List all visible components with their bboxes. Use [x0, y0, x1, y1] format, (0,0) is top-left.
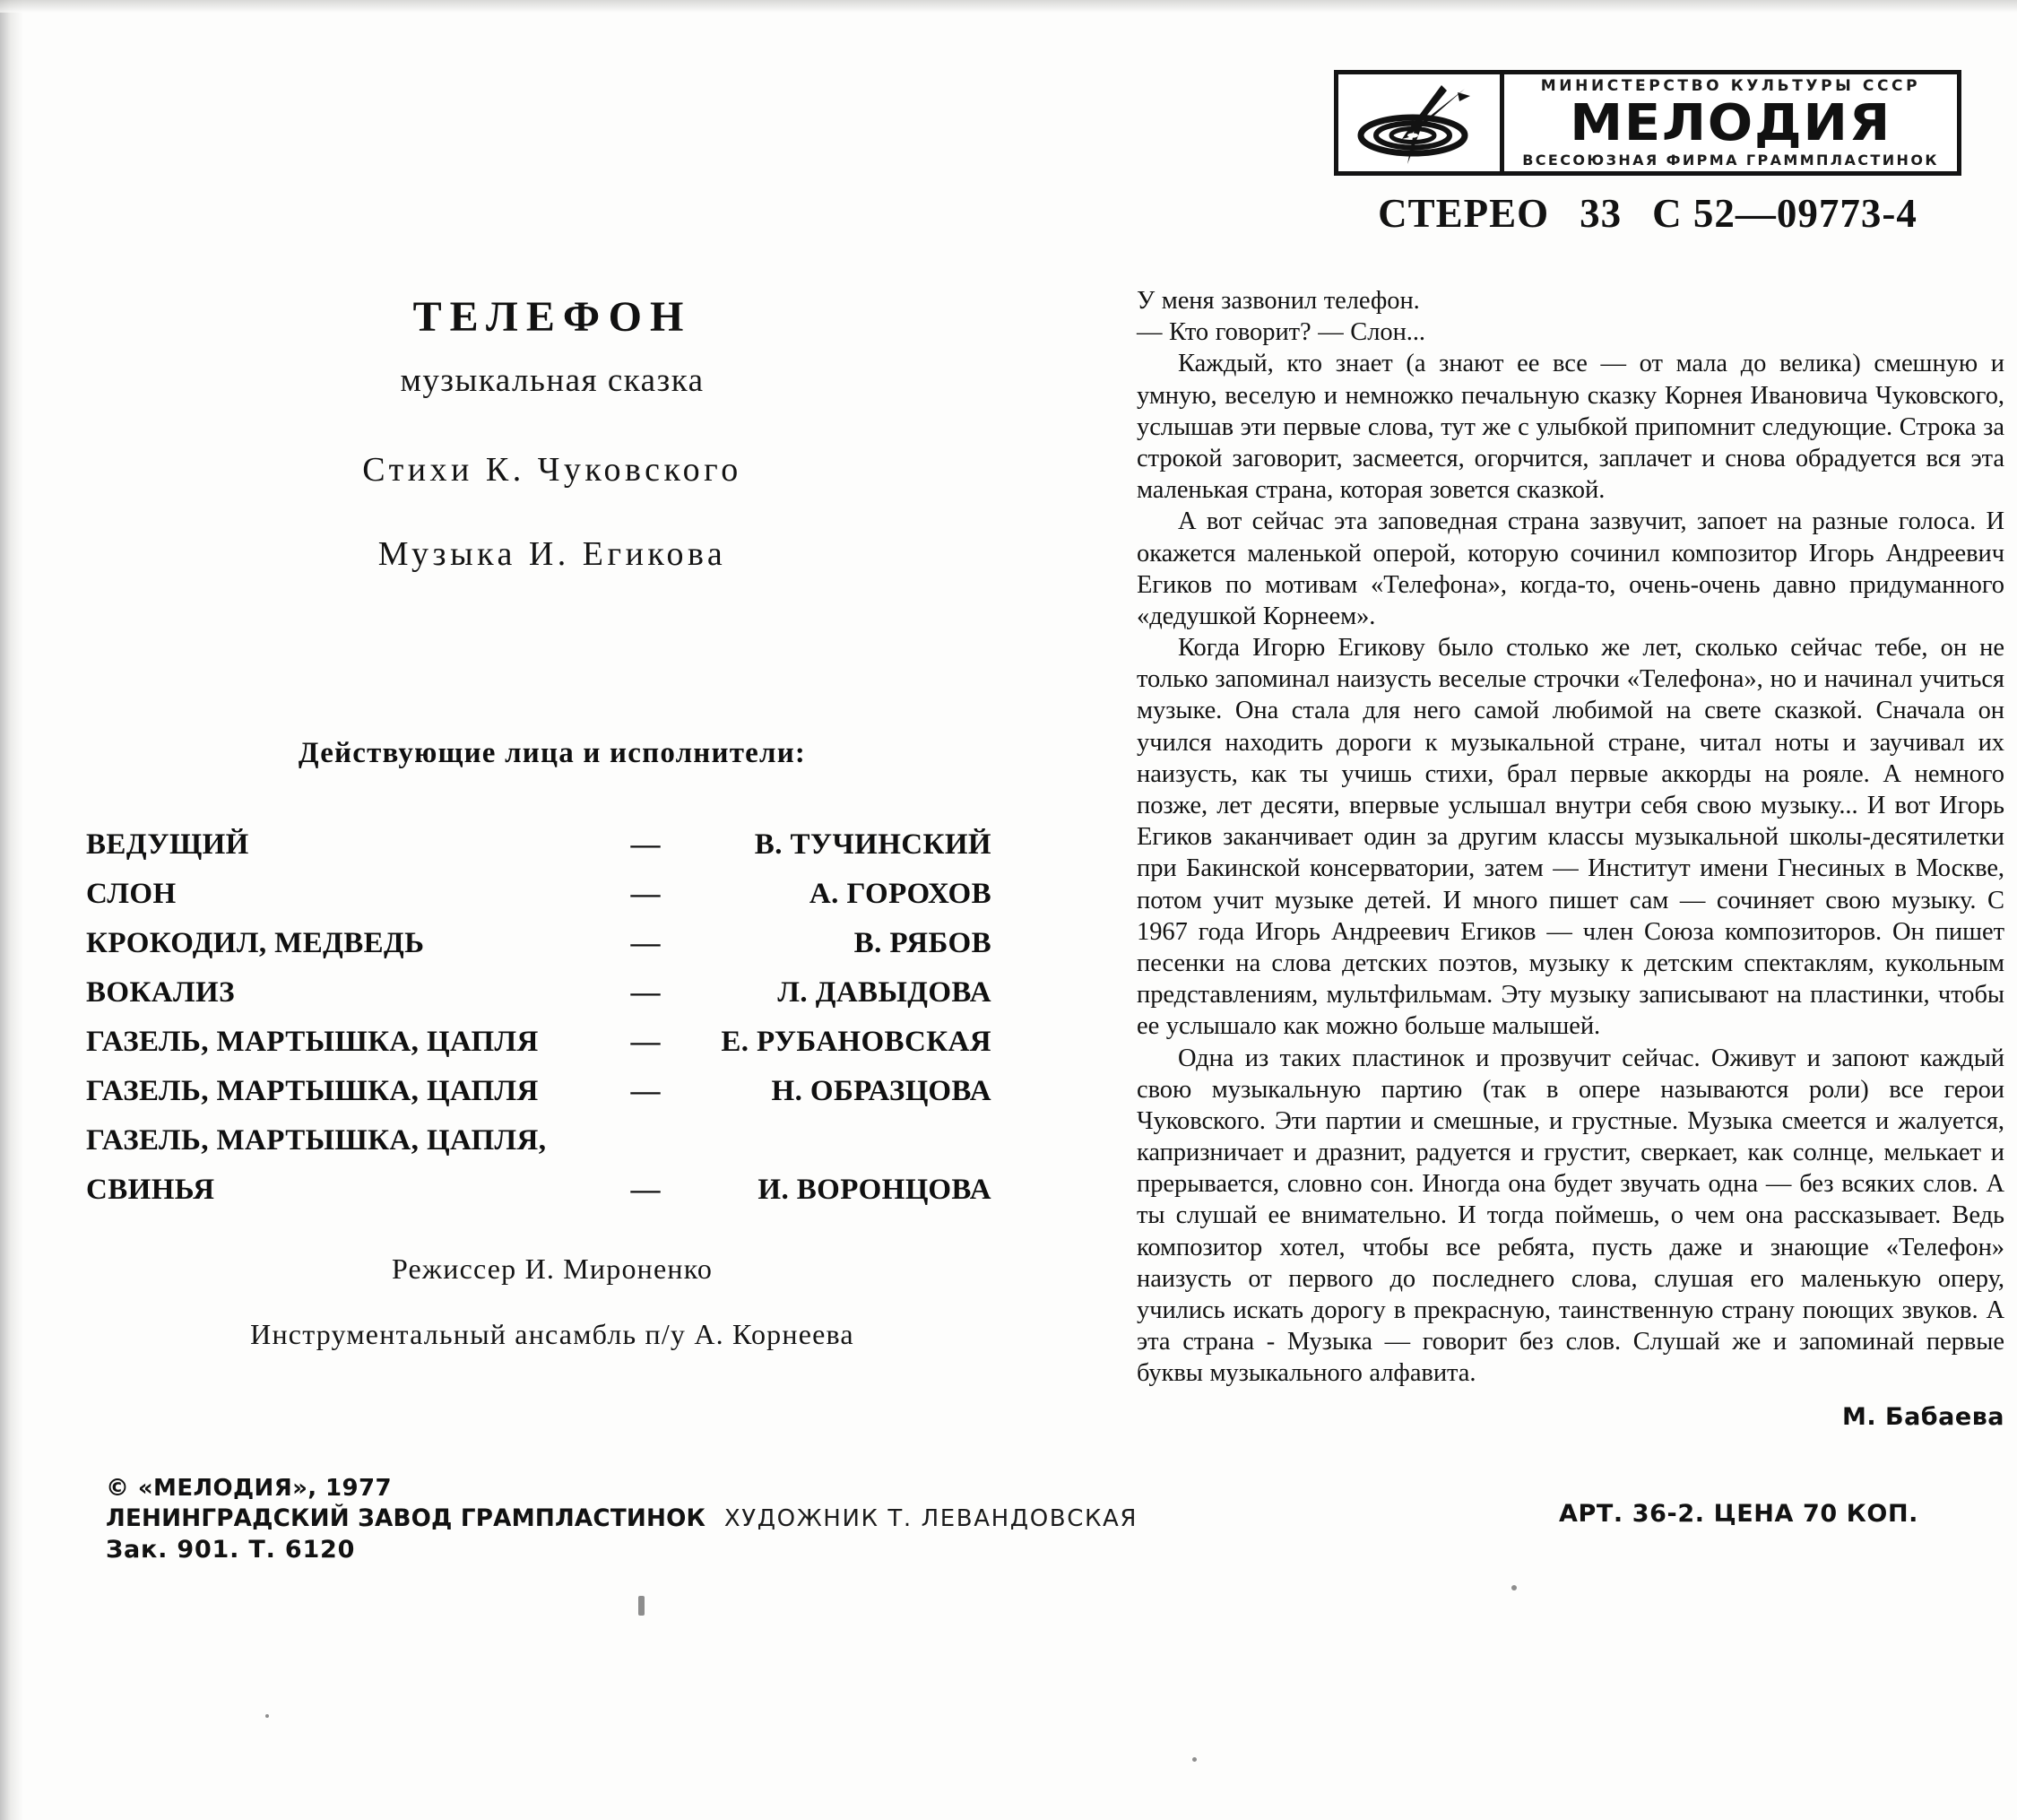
ministry-label: МИНИСТЕРСТВО КУЛЬТУРЫ СССР	[1540, 77, 1921, 95]
poems-credit: Стихи К. Чуковского	[362, 451, 742, 489]
logo-emblem-cell	[1338, 74, 1504, 171]
cast-role: ВЕДУЩИЙ	[86, 828, 249, 861]
cast-dash: —	[630, 828, 661, 861]
plant-name: ЛЕНИНГРАДСКИЙ ЗАВОД ГРАМПЛАСТИНОК	[106, 1504, 706, 1532]
footer-left	[106, 1475, 1271, 1564]
cast-dash: —	[630, 976, 661, 1009]
cast-role: СВИНЬЯ	[86, 1174, 215, 1206]
scan-edge-shadow	[0, 0, 23, 1820]
notes-paragraph: Когда Игорю Егикову было столько же лет, сколько сейчас тебе, он не только запоминал наизусть веселые строчки «Телефона», но и начинал учиться музыке. Она стала для него самой любимой на свете сказкой. Сначала он учился находить дороги к музыкальной стране, читал ноты и заучивал их наизусть, как ты учишь стихи, брал первые аккорды на рояле. А немного позже, лет десяти, впервые услышал внутри себя свою музыку... И вот Игорь Егиков заканчивает один за другим классы музыкальной школы-десятилетки при Бакинской консерватории, затем — Институт имени Гнесиных в Москве, потом учит музыке детей. И много пишет сам — сочиняет свою музыку. С 1967 года Игорь Андреевич Егиков — член Союза композиторов. Он пишет песенки на слова детских поэтов, музыку к детским спектаклям, кукольным представлениям, мультфильмам. Эту музыку записывают на пластинки, чтобы ее услышало как можно больше малышей.	[1137, 634, 2004, 1041]
cover-artist: ХУДОЖНИК Т. ЛЕВАНДОВСКАЯ	[723, 1505, 1138, 1532]
table-row	[86, 919, 991, 968]
cast-dash: —	[630, 1174, 661, 1206]
cast-role: ВОКАЛИЗ	[86, 976, 235, 1009]
firm-label: ВСЕСОЮЗНАЯ ФИРМА ГРАММПЛАСТИНОК	[1522, 151, 1939, 169]
notes-paragraph: У меня зазвонил телефон.	[1137, 287, 1420, 315]
cast-heading: Действующие лица и исполнители:	[298, 737, 807, 769]
format-label: СТЕРЕО	[1378, 191, 1550, 236]
table-row	[86, 968, 991, 1018]
catalog-line	[1334, 190, 1961, 237]
table-row	[86, 1166, 991, 1215]
logo-text-cell	[1504, 74, 1957, 171]
melodiya-stylus-record-icon	[1352, 82, 1486, 164]
author-byline: М. Бабаева	[1841, 1402, 2004, 1431]
notes-paragraph: — Кто говорит? — Слон...	[1137, 318, 1426, 347]
cast-role: СЛОН	[86, 878, 177, 910]
director-credit: Режиссер И. Мироненко	[391, 1252, 714, 1285]
cast-performer: А. ГОРОХОВ	[809, 878, 991, 910]
cast-dash	[604, 1116, 687, 1166]
table-row	[86, 1116, 991, 1166]
left-column	[86, 269, 1018, 1351]
cast-performer	[687, 1116, 991, 1166]
scan-speck	[1511, 1585, 1517, 1590]
plant-artist-row	[106, 1504, 1271, 1532]
notes-paragraph: А вот сейчас эта заповедная страна зазвучит, запоет на разные голоса. И окажется маленькой оперой, которую сочинил композитор Игорь Андреевич Егиков по мотивам «Телефона», когда-то, очень-очень давно придуманного «дедушкой Корнеем».	[1137, 507, 2004, 630]
cast-performer: Н. ОБРАЗЦОВА	[771, 1075, 991, 1107]
notes-paragraph: Одна из таких пластинок и прозвучит сейчас. Оживут и запоют каждый свою музыкальную партию (так в опере называются роли) все герои Чуковского. Эти партии и смешные, и грустные. Музыка смеется и жалуется, капризничает и дразнит, радуется и грустит, сверкает, как солнце, мелькает и прерывается, словно сон. Иногда она будет звучать одна — без всяких слов. А ты слушай ее внимательно. И тогда поймешь, о чем она рассказывает. Ведь композитор хотел, чтобы все ребята, пусть даже и знающие «Телефон» наизусть от первого до последнего слова, слушая его маленькую оперу, учились искать дорогу в прекрасную, таинственную страну поющих звуков. А эта страна - Музыка — говорит без слов. Слушай же и запоминай первые буквы музыкального алфавита.	[1137, 1044, 2004, 1388]
cast-role: КРОКОДИЛ, МЕДВЕДЬ	[86, 927, 425, 959]
table-row	[86, 1067, 991, 1116]
catalog-number: С 52—09773-4	[1652, 191, 1917, 236]
cast-role: ГАЗЕЛЬ, МАРТЫШКА, ЦАПЛЯ	[86, 1075, 539, 1107]
cast-table	[86, 820, 991, 1215]
cast-dash: —	[630, 927, 661, 959]
copyright-line: © «МЕЛОДИЯ», 1977	[106, 1475, 393, 1502]
scan-speck	[265, 1714, 269, 1718]
melodiya-logo-box	[1334, 70, 1961, 176]
cast-role: ГАЗЕЛЬ, МАРТЫШКА, ЦАПЛЯ	[86, 1026, 539, 1058]
cast-performer: И. ВОРОНЦОВА	[757, 1174, 991, 1206]
table-row	[86, 870, 991, 919]
label-header	[1334, 70, 1961, 237]
scan-speck	[638, 1596, 645, 1616]
music-credit: Музыка И. Егикова	[377, 535, 727, 573]
cast-performer: Л. ДАВЫДОВА	[777, 976, 991, 1009]
table-row	[86, 1018, 991, 1067]
table-row	[86, 820, 991, 870]
brand-name: МЕЛОДИЯ	[1570, 94, 1891, 153]
scan-speck	[1192, 1757, 1197, 1762]
work-subtitle: музыкальная сказка	[400, 362, 705, 399]
cast-role: ГАЗЕЛЬ, МАРТЫШКА, ЦАПЛЯ,	[86, 1124, 547, 1157]
cast-performer: Е. РУБАНОВСКАЯ	[721, 1026, 991, 1058]
scan-edge-shadow-top	[0, 0, 2017, 13]
cast-dash: —	[630, 1075, 661, 1107]
liner-notes	[1137, 285, 2004, 1432]
cast-performer: В. ТУЧИНСКИЙ	[754, 828, 991, 861]
notes-paragraph: Каждый, кто знает (а знают ее все — от мала до велика) смешную и умную, веселую и немножко печальную сказку Корнея Ивановича Чуковского, услышав эти первые слова, тут же с улыбкой припомнит следующие. Строка за строкой заговорит, засмеется, огорчится, заплачет и снова обрадуется вся эта маленькая страна, которая зовется сказкой.	[1137, 350, 2004, 505]
speed-label: 33	[1580, 191, 1623, 236]
cast-performer: В. РЯБОВ	[853, 927, 991, 959]
order-number: Зак. 901. Т. 6120	[106, 1536, 356, 1564]
work-title: ТЕЛЕФОН	[412, 293, 692, 341]
ensemble-credit: Инструментальный ансамбль п/у А. Корнеева	[250, 1318, 854, 1350]
article-price: АРТ. 36-2. ЦЕНА 70 КОП.	[1558, 1500, 1918, 1528]
cast-dash: —	[630, 1026, 661, 1058]
cast-dash: —	[630, 878, 661, 910]
